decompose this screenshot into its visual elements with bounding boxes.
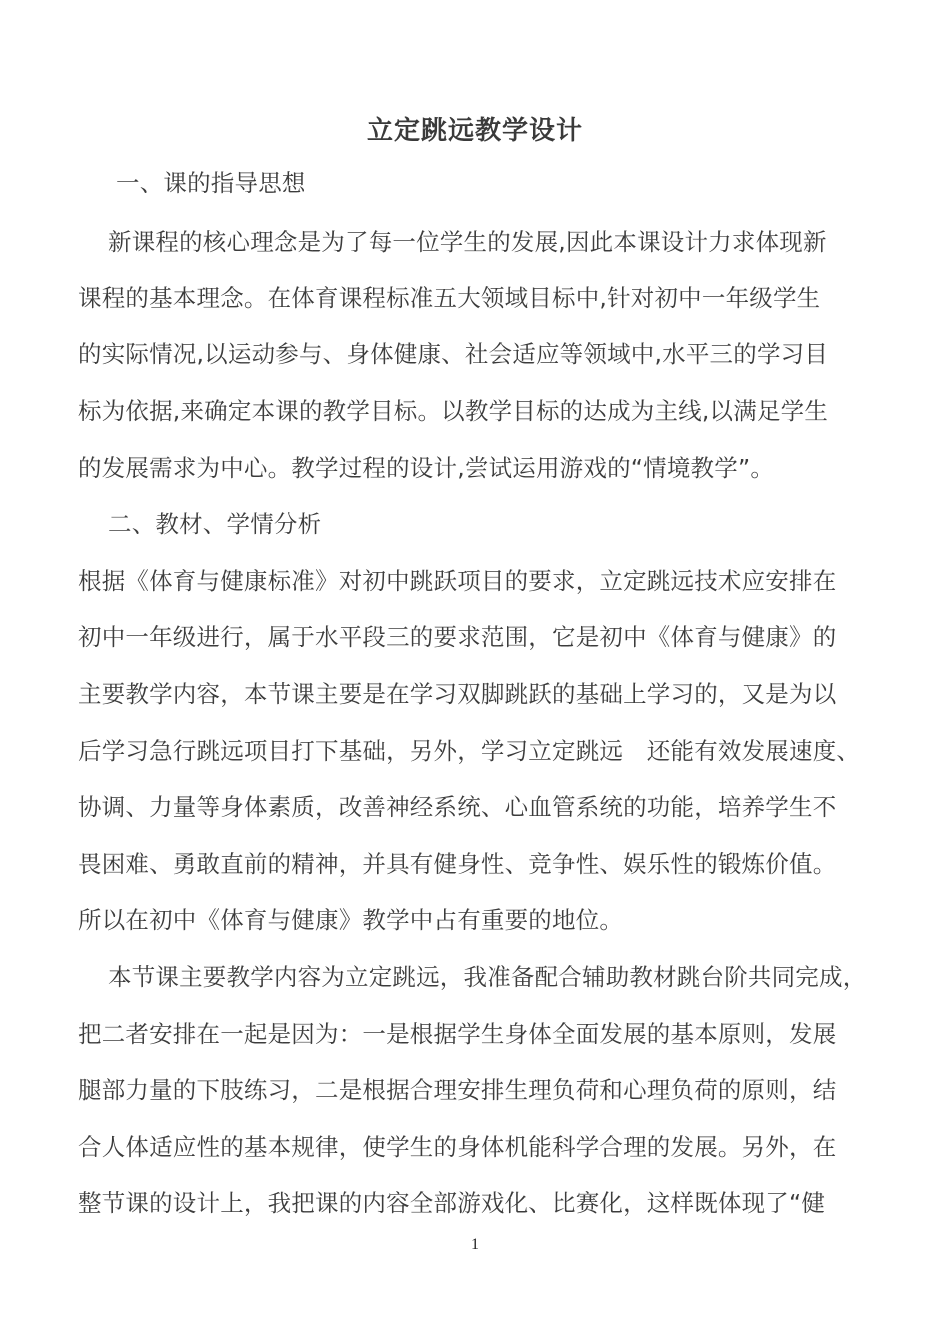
section-heading-material-analysis: 二、教材、学情分析 — [108, 510, 322, 538]
paragraph-line: 把二者安排在一起是因为：一是根据学生身体全面发展的基本原则，发展 — [78, 1020, 837, 1048]
paragraph-line: 合人体适应性的基本规律，使学生的身体机能科学合理的发展。另外，在 — [78, 1133, 837, 1161]
paragraph-line: 根据《体育与健康标准》对初中跳跃项目的要求，立定跳远技术应安排在 — [78, 567, 837, 595]
paragraph-line: 畏困难、勇敢直前的精神，并具有健身性、竞争性、娱乐性的锻炼价值。 — [78, 850, 837, 878]
paragraph-line: 整节课的设计上，我把课的内容全部游戏化、比赛化，这样既体现了“健 — [78, 1189, 826, 1217]
paragraph-line: 腿部力量的下肢练习，二是根据合理安排生理负荷和心理负荷的原则，结 — [78, 1076, 837, 1104]
paragraph-line: 后学习急行跳远项目打下基础，另外，学习立定跳远 还能有效发展速度、 — [78, 737, 861, 765]
page-number: 1 — [471, 1236, 479, 1253]
document-title: 立定跳远教学设计 — [366, 116, 583, 146]
paragraph-line: 新课程的核心理念是为了每一位学生的发展,因此本课设计力求体现新 — [108, 228, 827, 256]
paragraph-line: 所以在初中《体育与健康》教学中占有重要的地位。 — [78, 906, 624, 934]
paragraph-line: 课程的基本理念。在体育课程标准五大领域目标中,针对初中一年级学生 — [78, 284, 821, 312]
paragraph-line: 的发展需求为中心。教学过程的设计,尝试运用游戏的“情境教学”。 — [78, 454, 775, 482]
paragraph-line: 本节课主要教学内容为立定跳远，我准备配合辅助教材跳台阶共同完成， — [108, 963, 867, 991]
paragraph-line: 主要教学内容，本节课主要是在学习双脚跳跃的基础上学习的，又是为以 — [78, 680, 837, 708]
paragraph-line: 初中一年级进行，属于水平段三的要求范围，它是初中《体育与健康》的 — [78, 623, 837, 651]
paragraph-line: 的实际情况,以运动参与、身体健康、社会适应等领域中,水平三的学习目 — [78, 340, 829, 368]
paragraph-line: 标为依据,来确定本课的教学目标。以教学目标的达成为主线,以满足学生 — [78, 397, 829, 425]
section-heading-guiding-thought: 一、课的指导思想 — [116, 169, 306, 197]
paragraph-line: 协调、力量等身体素质，改善神经系统、心血管系统的功能，培养学生不 — [78, 793, 837, 821]
